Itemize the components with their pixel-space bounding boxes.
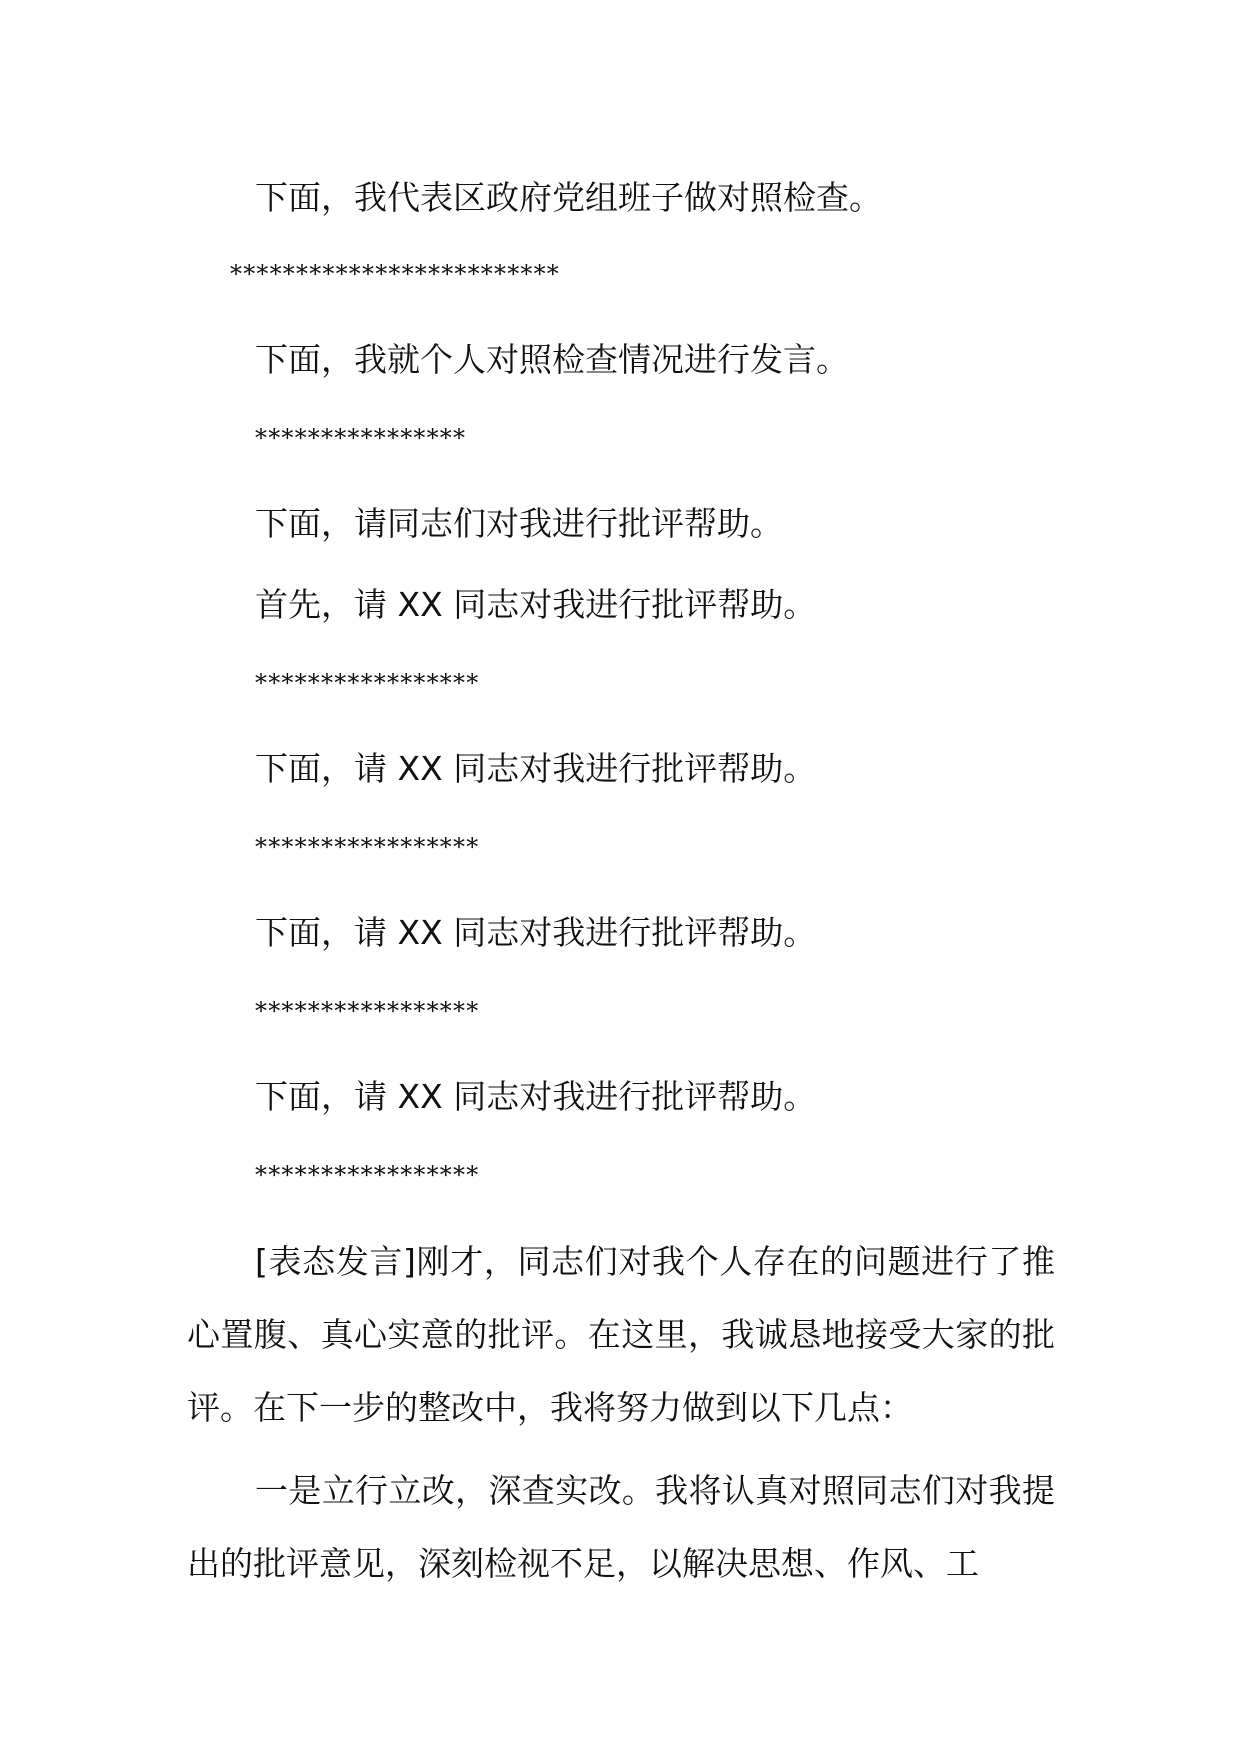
separator-line: ***************** [255,833,480,861]
separator-line: **************** [255,424,467,452]
text-line: 下面，请 XX 同志对我进行批评帮助。 [255,749,817,788]
text-line: 下面，我代表区政府党组班子做对照检查。 [255,178,882,217]
text-line: 首先，请 XX 同志对我进行批评帮助。 [255,585,817,624]
separator-line: ***************** [255,997,480,1025]
separator-line: ***************** [255,669,480,697]
text-line: 下面，请 XX 同志对我进行批评帮助。 [255,913,817,952]
separator-line: ***************** [255,1161,480,1189]
text-line: 下面，请同志们对我进行批评帮助。 [255,504,783,543]
text-line: 下面，请 XX 同志对我进行批评帮助。 [255,1077,817,1116]
text-line: 下面，我就个人对照检查情况进行发言。 [255,340,849,379]
statement-paragraph: [表态发言]刚才，同志们对我个人存在的问题进行了推心置腹、真心实意的批评。在这里，我诚恳地接受大家的批评。在下一步的整改中，我将努力做到以下几点： [187,1242,1055,1427]
body-paragraph: 一是立行立改，深查实改。我将认真对照同志们对我提出的批评意见，深刻检视不足，以解决思想、作风、工 [187,1471,1055,1583]
separator-line: ************************* [230,260,560,288]
